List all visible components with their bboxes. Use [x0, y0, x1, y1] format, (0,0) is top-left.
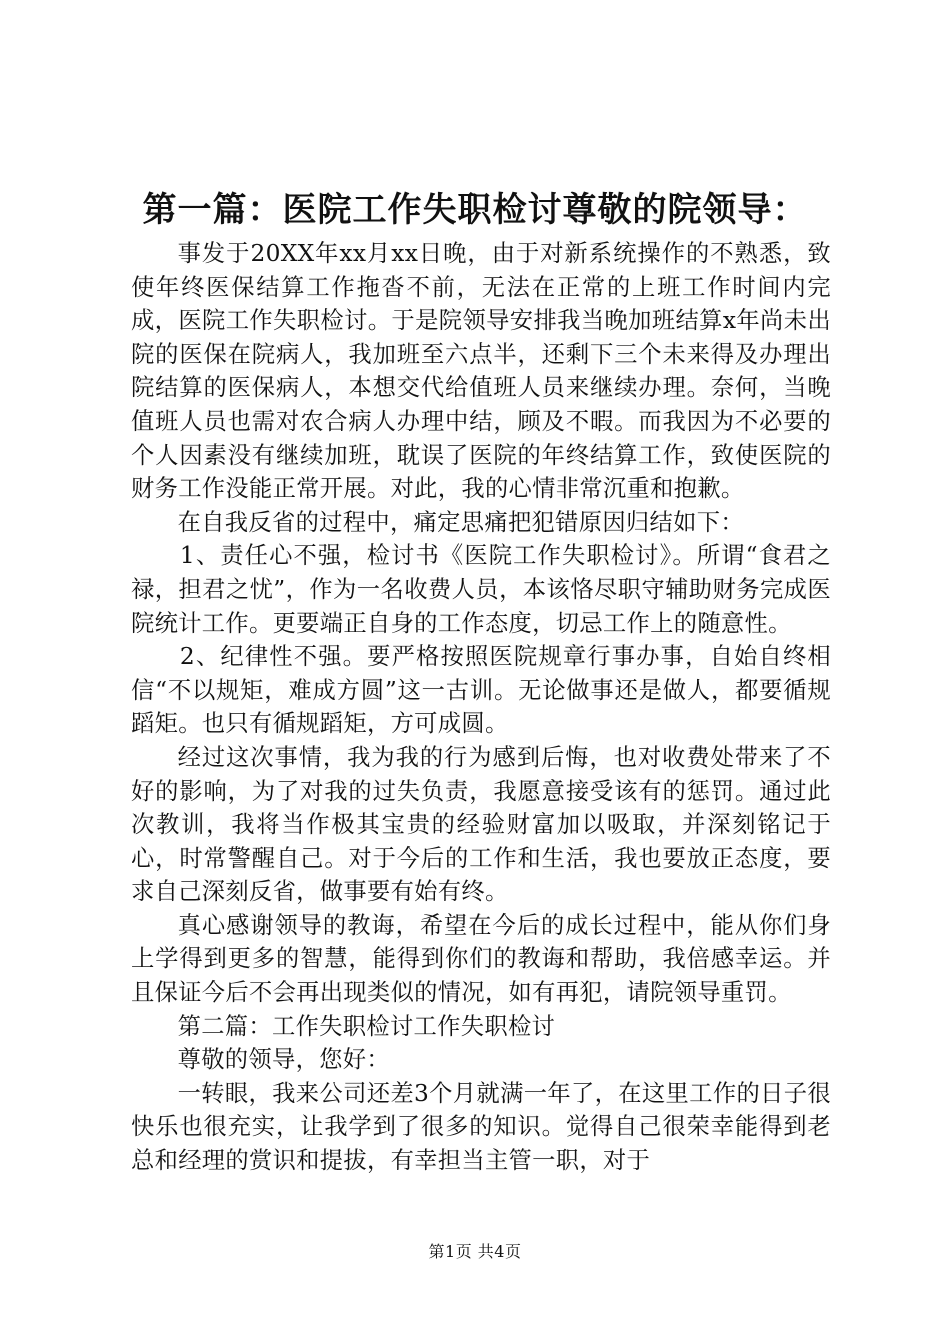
document-title: 第一篇：医院工作失职检讨尊敬的院领导：	[142, 190, 808, 230]
paragraph-reason-discipline: 2、纪律性不强。要严格按照医院规章行事办事，自始自终相信“不以规矩，难成方圆”这一古训。无论做事还是做人，都要循规蹈矩。也只有循规蹈矩，方可成圆。	[131, 643, 831, 738]
paragraph-reason-responsibility: 1、责任心不强，检讨书《医院工作失职检讨》。所谓“食君之禄，担君之忧”，作为一名收费人员，本该恪尽职守辅助财务完成医院统计工作。更要端正自身的工作态度，切忌工作上的随意性。	[131, 542, 831, 637]
section-heading-part-two: 第二篇：工作失职检讨工作失职检讨	[177, 1012, 556, 1040]
paragraph-reflection-intro: 在自我反省的过程中，痛定思痛把犯错原因归结如下：	[177, 508, 744, 536]
paragraph-gratitude: 真心感谢领导的教诲，希望在今后的成长过程中，能从你们身上学得到更多的智慧，能得到你们的教诲和帮助，我倍感幸运。并且保证今后不会再出现类似的情况，如有再犯，请院领导重罚。	[131, 911, 831, 1007]
page-number-footer: 第1页 共4页	[428, 1242, 522, 1261]
document-body	[131, 237, 831, 1178]
paragraph-incident: 事发于20XX年xx月xx日晚，由于对新系统操作的不熟悉，致使年终医保结算工作拖沓不前，无法在正常的上班工作时间内完成，医院工作失职检讨。于是院领导安排我当晚加班结算x年尚未出院的医保在院病人，我加班至六点半，还剩下三个未来得及办理出院结算的医保病人，本想交代给值班人员来继续办理。奈何，当晚值班人员也需对农合病人办理中结，顾及不暇。而我因为不必要的个人因素没有继续加班，耽误了医院的年终结算工作，致使医院的财务工作没能正常开展。对此，我的心情非常沉重和抱歉。	[131, 240, 831, 503]
paragraph-regret: 经过这次事情，我为我的行为感到后悔，也对收费处带来了不好的影响，为了对我的过失负责，我愿意接受该有的惩罚。通过此次教训，我将当作极其宝贵的经验财富加以吸取，并深刻铭记于心，时常警醒自己。对于今后的工作和生活，我也要放正态度，要求自己深刻反省，做事要有始有终。	[131, 743, 831, 906]
greeting-line: 尊敬的领导，您好：	[177, 1046, 390, 1074]
paragraph-part-two-intro: 一转眼，我来公司还差3个月就满一年了，在这里工作的日子很快乐也很充实，让我学到了很多的知识。觉得自己很荣幸能得到老总和经理的赏识和提拔，有幸担当主管一职，对于	[131, 1079, 831, 1175]
